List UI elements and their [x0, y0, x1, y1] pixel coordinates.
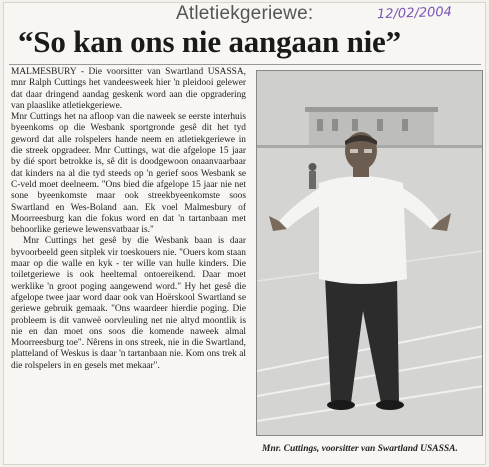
headline: “So kan ons nie aangaan nie”: [18, 24, 401, 59]
article-photo: [256, 70, 483, 436]
paragraph-3: Mnr Cuttings het gesê by die Wesbank baan is daar byvoorbeeld geen sitplek vir toeskouers nie. "Ouers kom staan maar op die walle en kyk - ter wille van hulle kinders. Die toiletgeriewe is ook heeltemal ontoereikend. Daar moet werklike 'n groot poging aangewend word." Hy het gesê die afgelope twee jaar word daar ook van Hoërskool Swartland se geriewe gebruik gemaak. "Ons waardeer hierdie poging. Die probleem is dit vanweë oorvleuling net nie altyd moontlik is nie en dan moet ons soos die komende naweek almal Moorreesburg toe". Nêrens in ons streek, nie in die Swartland, platteland of Weskus is daar 'n tartanbaan nie. Kom ons trek al die rolspelers in en gesels met mekaar".: [11, 236, 246, 371]
dateline: MALMESBURY: [11, 67, 77, 77]
headline-divider: [9, 64, 481, 65]
article-body: [11, 67, 246, 463]
kicker: Atletiekgeriewe:: [176, 3, 314, 24]
paragraph-1: - Die voorsitter van Swartland USASSA, mnr Ralph Cuttings het vandeesweek hier 'n pleidooi gelewer dat daar dringend aandag geskenk word aan die opgradering van plaaslike atletiekgeriewe.: [11, 67, 246, 111]
paragraph-2: Mnr Cuttings het na afloop van die naweek se eerste interhuis byeenkoms op die Wesbank sportgronde gesê dit het tyd geword dat alle rolspelers hande neem en atletiekgeriewe in die streek opgradeer. Mnr Cuttings, wat die afgelope 15 jaar by dié sport betrokke is, sê dit is doodgewoon onaanvaarbaar dat kinders na al die tyd steeds op 'n gerief soos Wesbank se C-veld moet deelneem. "Ons bied die afgelope 15 jaar nie net sone byeenkomste maar ook streekbyeenkomste soos Swartland en Wes-Boland aan. Ek voel Malmesbury of Moorreesburg kan die fokus word en dat 'n tartanbaan met behoorlike geriewe lewensvatbaar is.": [11, 112, 246, 236]
photo-caption: Mnr. Cuttings, voorsitter van Swartland USASSA.: [262, 444, 458, 454]
photo-illustration: [257, 71, 483, 436]
handwritten-date: 12/02/2004: [376, 4, 453, 23]
lead-paragraph: [11, 67, 246, 112]
